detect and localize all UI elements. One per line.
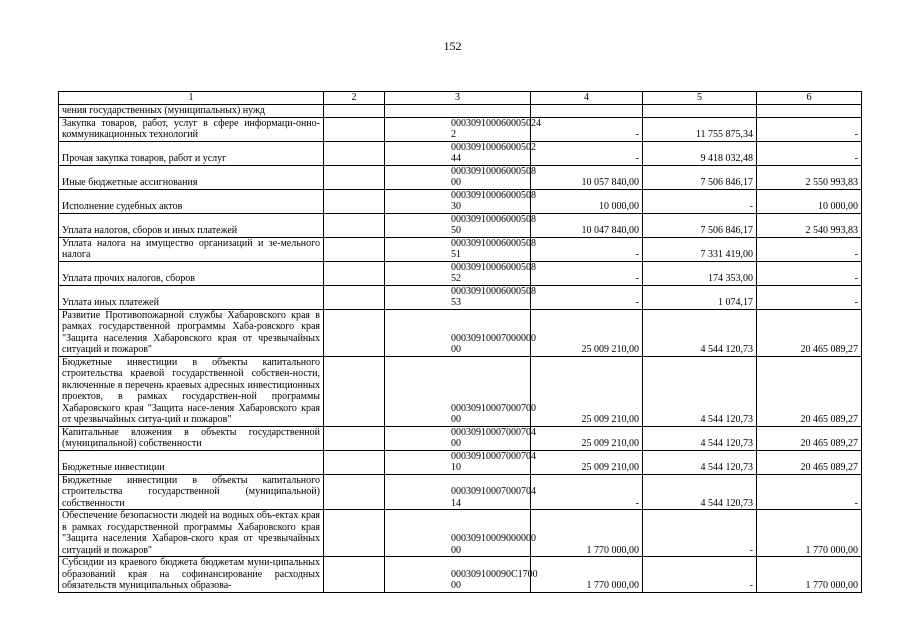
row-value-col4: 25 009 210,00 [531,356,643,426]
row-name-cell: Бюджетные инвестиции в объекты капитального строительства государственной (муниципальной) собственности [59,474,324,510]
row-name-cell: Исполнение судебных актов [59,189,324,213]
row-code-cell: 00030910006000508 50 [385,213,531,237]
row-value-col6: - [757,117,862,141]
row-name-cell: Уплата налогов, сборов и иных платежей [59,213,324,237]
row-code-cell: 000309100060005024 2 [385,117,531,141]
page-number: 152 [443,39,462,53]
table-row [59,285,862,309]
row-name-cell: Иные бюджетные ассигнования [59,165,324,189]
column-header: 1 [59,92,324,105]
table-row [59,165,862,189]
row-value-col4: 25 009 210,00 [531,426,643,450]
row-value-col4: - [531,285,643,309]
row-name-cell: Закупка товаров, работ, услуг в сфере информаци-онно-коммуникационных технологий [59,117,324,141]
row-value-col4: - [531,237,643,261]
table-header-row [59,92,862,105]
row-value-col5: 174 353,00 [643,261,757,285]
row-col2-cell [324,237,385,261]
row-name-cell: Капитальные вложения в объекты государственной (муниципальной) собственности [59,426,324,450]
table-row [59,474,862,510]
row-value-col6: 1 770 000,00 [757,510,862,557]
row-col2-cell [324,165,385,189]
row-name-cell: Уплата налога на имущество организаций и зе-мельного налога [59,237,324,261]
table-row [59,510,862,557]
row-code-cell: 00030910006000508 53 [385,285,531,309]
column-header: 5 [643,92,757,105]
row-value-col5: - [643,557,757,593]
row-value-col5: 1 074,17 [643,285,757,309]
row-col2-cell [324,117,385,141]
row-col2-cell [324,285,385,309]
row-name-cell: Уплата иных платежей [59,285,324,309]
row-col2-cell [324,450,385,474]
table-row [59,141,862,165]
budget-table [58,91,862,593]
row-value-col4: 25 009 210,00 [531,450,643,474]
row-value-col4: - [531,474,643,510]
row-value-col4: 25 009 210,00 [531,309,643,356]
row-value-col4: - [531,141,643,165]
row-value-col4: 10 047 840,00 [531,213,643,237]
row-value-col6: - [757,285,862,309]
row-value-col6: - [757,141,862,165]
row-col2-cell [324,474,385,510]
row-value-col6: 2 540 993,83 [757,213,862,237]
table-row [59,450,862,474]
row-name-cell: Бюджетные инвестиции [59,450,324,474]
table-row [59,557,862,593]
row-col2-cell [324,105,385,118]
column-header: 2 [324,92,385,105]
row-value-col5: - [643,189,757,213]
row-value-col6: 10 000,00 [757,189,862,213]
row-code-cell: 00030910007000704 10 [385,450,531,474]
row-value-col5: 4 544 120,73 [643,356,757,426]
row-value-col4: 10 057 840,00 [531,165,643,189]
row-col2-cell [324,557,385,593]
column-header: 3 [385,92,531,105]
table-row [59,105,862,118]
table-row [59,356,862,426]
column-header: 6 [757,92,862,105]
table-row [59,213,862,237]
row-code-cell: 00030910006000508 30 [385,189,531,213]
row-name-cell: Обеспечение безопасности людей на водных объ-ектах края в рамках государственной программы Хабаровского края "Защита населения Хабаров-ского края от чрезвычайных ситуаций и пожаров" [59,510,324,557]
row-value-col4: 1 770 000,00 [531,557,643,593]
row-col2-cell [324,141,385,165]
row-value-col4: 1 770 000,00 [531,510,643,557]
table-row [59,261,862,285]
row-col2-cell [324,426,385,450]
row-col2-cell [324,189,385,213]
row-value-col5: 7 506 846,17 [643,213,757,237]
row-code-cell [385,105,531,118]
row-value-col5: 7 331 419,00 [643,237,757,261]
table-row [59,426,862,450]
row-value-col6: 2 550 993,83 [757,165,862,189]
row-code-cell: 00030910007000704 14 [385,474,531,510]
row-value-col5: 4 544 120,73 [643,309,757,356]
row-value-col6: 1 770 000,00 [757,557,862,593]
row-col2-cell [324,309,385,356]
row-name-cell: Развитие Противопожарной службы Хабаровского края в рамках государственной программы Хаба-ровского края "Защита населения Хабаровского края от чрезвычайных ситуаций и пожаров" [59,309,324,356]
row-value-col5: 4 544 120,73 [643,450,757,474]
row-value-col4: 10 000,00 [531,189,643,213]
row-col2-cell [324,213,385,237]
row-value-col6: - [757,474,862,510]
row-value-col6: 20 465 089,27 [757,309,862,356]
row-value-col5 [643,105,757,118]
row-code-cell: 00030910009000000 00 [385,510,531,557]
row-value-col4: - [531,117,643,141]
row-value-col4: - [531,261,643,285]
row-name-cell: Субсидии из краевого бюджета бюджетам муни-ципальных образований края на софинансирование расходных обязательств муниципальных образова- [59,557,324,593]
row-value-col5: 9 418 032,48 [643,141,757,165]
table-row [59,117,862,141]
row-value-col5: 7 506 846,17 [643,165,757,189]
row-value-col5: 11 755 875,34 [643,117,757,141]
row-value-col5: 4 544 120,73 [643,426,757,450]
row-code-cell: 00030910006000508 52 [385,261,531,285]
row-code-cell: 00030910006000508 00 [385,165,531,189]
row-value-col6 [757,105,862,118]
row-value-col6: 20 465 089,27 [757,356,862,426]
row-code-cell: 00030910007000704 00 [385,426,531,450]
column-header: 4 [531,92,643,105]
table-row [59,189,862,213]
row-name-cell: Прочая закупка товаров, работ и услуг [59,141,324,165]
row-value-col5: - [643,510,757,557]
row-code-cell: 00030910007000000 00 [385,309,531,356]
row-value-col4 [531,105,643,118]
row-name-cell: Уплата прочих налогов, сборов [59,261,324,285]
row-code-cell: 00030910007000700 00 [385,356,531,426]
row-code-cell: 00030910006000508 51 [385,237,531,261]
table-row [59,237,862,261]
row-value-col5: 4 544 120,73 [643,474,757,510]
row-col2-cell [324,261,385,285]
table-row [59,309,862,356]
row-col2-cell [324,356,385,426]
row-value-col6: - [757,237,862,261]
row-col2-cell [324,510,385,557]
row-value-col6: - [757,261,862,285]
row-name-cell: Бюджетные инвестиции в объекты капитального строительства краевой государственной собствен-ности, включенные в перечень краевых адресных инвестиционных проектов, в рамках государствен-ной программы Хабаровского края "Защита насе-ления Хабаровского края от чрезвычайных ситуа-ций и пожаров" [59,356,324,426]
row-name-cell: чения государственных (муниципальных) нужд [59,105,324,118]
row-value-col6: 20 465 089,27 [757,450,862,474]
row-code-cell: 00030910006000502 44 [385,141,531,165]
row-code-cell: 000309100090С1700 00 [385,557,531,593]
row-value-col6: 20 465 089,27 [757,426,862,450]
